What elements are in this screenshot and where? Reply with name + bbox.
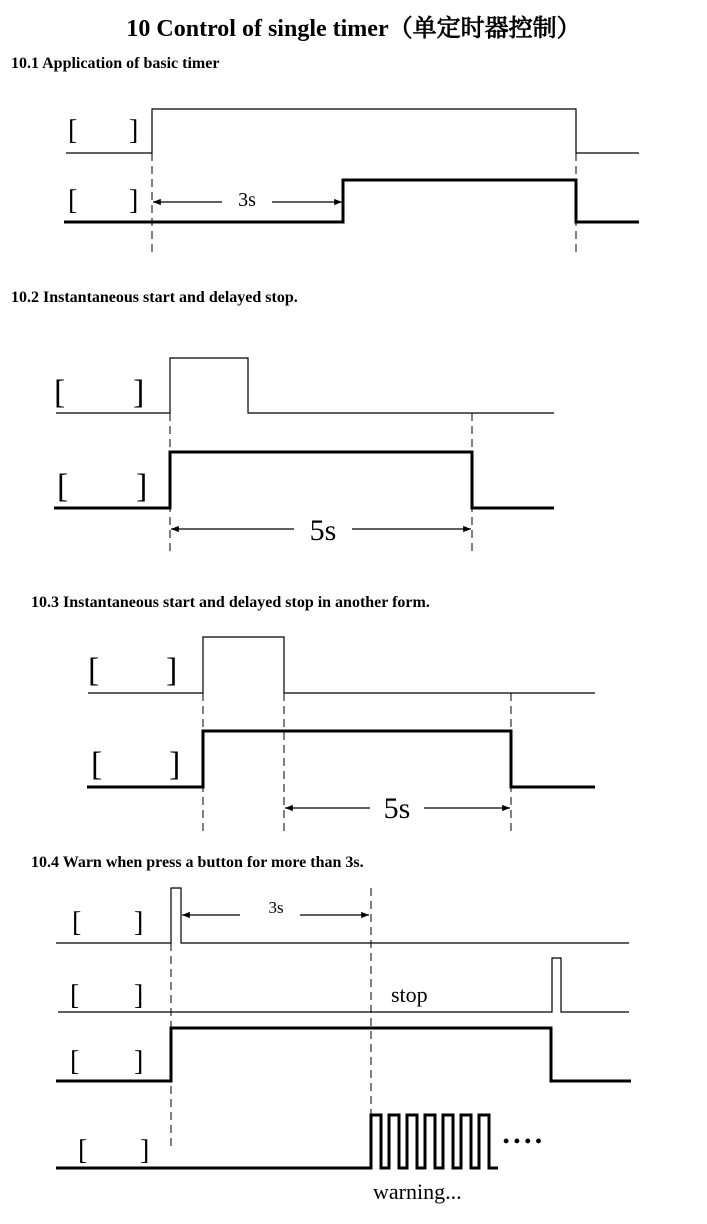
bracket-close: ] bbox=[166, 652, 178, 689]
bracket-close: ] bbox=[129, 115, 139, 146]
bracket-close: ] bbox=[134, 1046, 144, 1077]
bracket-close: ] bbox=[169, 746, 181, 783]
signal-label-timer bbox=[70, 1046, 143, 1077]
bracket-open: [ bbox=[72, 907, 82, 938]
signal-label-input bbox=[68, 115, 138, 146]
signal-label-output bbox=[68, 185, 138, 216]
bracket-close: ] bbox=[134, 907, 144, 938]
page-title: 10 Control of single timer（单定时器控制） bbox=[126, 16, 581, 42]
signal-label-output bbox=[91, 746, 180, 783]
bracket-close: ] bbox=[134, 980, 144, 1011]
signal-label-button bbox=[72, 907, 143, 938]
bracket-open: [ bbox=[91, 746, 103, 783]
diagram-10-1 bbox=[64, 109, 639, 256]
delay-label: 5s bbox=[309, 514, 337, 547]
warning-label: warning... bbox=[373, 1179, 462, 1204]
bracket-open: [ bbox=[57, 468, 69, 505]
bracket-close: ] bbox=[133, 374, 145, 411]
signal-label-output bbox=[57, 468, 147, 505]
warning-signal-waveform bbox=[56, 1115, 498, 1168]
input-signal-waveform bbox=[56, 358, 554, 413]
delay-label: 3s bbox=[238, 189, 256, 211]
diagram-10-4 bbox=[56, 888, 631, 1204]
bracket-open: [ bbox=[70, 980, 80, 1011]
section-heading-10-3: 10.3 Instantaneous start and delayed stop in another form. bbox=[31, 594, 430, 611]
bracket-open: [ bbox=[68, 185, 78, 216]
bracket-open: [ bbox=[88, 652, 100, 689]
stop-label: stop bbox=[391, 982, 428, 1007]
section-heading-10-1: 10.1 Application of basic timer bbox=[11, 55, 220, 72]
section-heading-10-4: 10.4 Warn when press a button for more than 3s. bbox=[31, 854, 364, 871]
signal-label-warning bbox=[78, 1135, 149, 1166]
bracket-open: [ bbox=[54, 374, 66, 411]
diagram-10-3 bbox=[87, 637, 595, 832]
signal-label-stop bbox=[70, 980, 143, 1011]
output-signal-waveform bbox=[64, 180, 639, 222]
bracket-open: [ bbox=[78, 1135, 88, 1166]
signal-label-input bbox=[54, 374, 144, 411]
continuation-dots: • • • • bbox=[503, 1131, 542, 1151]
bracket-close: ] bbox=[140, 1135, 150, 1166]
stop-signal-waveform bbox=[58, 958, 629, 1012]
bracket-open: [ bbox=[68, 115, 78, 146]
bracket-close: ] bbox=[136, 468, 148, 505]
input-signal-waveform bbox=[66, 109, 639, 153]
bracket-open: [ bbox=[70, 1046, 80, 1077]
delay-label: 5s bbox=[383, 792, 411, 825]
output-signal-waveform bbox=[87, 731, 595, 787]
delay-label: 3s bbox=[268, 898, 284, 917]
section-heading-10-2: 10.2 Instantaneous start and delayed stop. bbox=[11, 289, 298, 306]
signal-label-input bbox=[88, 652, 177, 689]
diagram-10-2 bbox=[54, 358, 554, 552]
input-signal-waveform bbox=[88, 637, 595, 693]
output-signal-waveform bbox=[54, 452, 554, 508]
bracket-close: ] bbox=[129, 185, 139, 216]
